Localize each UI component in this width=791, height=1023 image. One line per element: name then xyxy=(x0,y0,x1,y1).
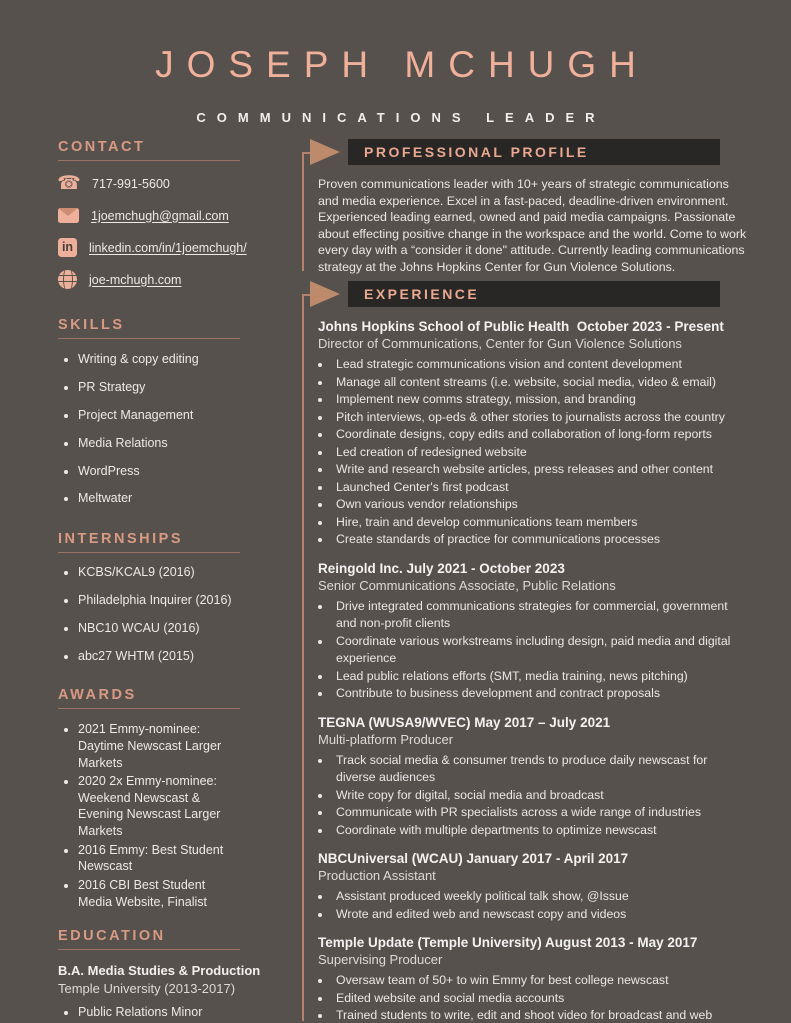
skill-item: • WordPress xyxy=(78,463,213,480)
job-bullet: • Launched Center's first podcast xyxy=(332,479,748,497)
skill-item: • Writing & copy editing xyxy=(78,351,213,368)
job-entry xyxy=(318,319,748,549)
arrow-right-icon xyxy=(310,281,340,307)
job-bullet-list xyxy=(318,888,748,923)
sidebar xyxy=(58,139,278,1019)
skills-list xyxy=(58,351,213,507)
job-bullet: • Assistant produced weekly political talk show, @Issue xyxy=(332,888,748,906)
job-bullet: • Oversaw team of 50+ to win Emmy for best college newscast xyxy=(332,972,748,990)
contact-item xyxy=(58,173,278,194)
job-role: Supervising Producer xyxy=(318,952,443,967)
contact-heading: CONTACT xyxy=(58,139,240,161)
job-bullet: • Lead strategic communications vision and content development xyxy=(332,356,748,374)
job-bullet: • Write and research website articles, press releases and other content xyxy=(332,461,748,479)
job-entry xyxy=(318,715,748,840)
main-column xyxy=(300,139,748,1023)
job-title: Reingold Inc. July 2021 - October 2023 xyxy=(318,560,565,576)
internship-item: • Philadelphia Inquirer (2016) xyxy=(78,593,278,607)
education-item: • Public Relations Minor xyxy=(78,1005,278,1019)
job-bullet: • Hire, train and develop communications team members xyxy=(332,514,748,532)
job-bullet-list xyxy=(318,598,748,703)
skills-heading: SKILLS xyxy=(58,317,240,339)
job-bullet: • Trained students to write, edit and shoot video for broadcast and web xyxy=(332,1007,748,1023)
job-bullet-list xyxy=(318,972,748,1023)
job-role: Multi-platform Producer xyxy=(318,731,454,747)
job-bullet: • Wrote and edited web and newscast copy and videos xyxy=(332,906,748,924)
experience-section-heading: EXPERIENCE xyxy=(348,281,720,307)
phone-icon xyxy=(58,174,80,193)
internships-heading: INTERNSHIPS xyxy=(58,531,240,553)
job-bullet: • Create standards of practice for communications processes xyxy=(332,531,748,549)
contact-section xyxy=(58,139,278,290)
skill-item: • Meltwater xyxy=(78,490,213,507)
internship-item: • abc27 WHTM (2015) xyxy=(78,649,278,663)
job-bullet: • Led creation of redesigned website xyxy=(332,444,748,462)
internships-section xyxy=(58,531,278,663)
job-bullet-list xyxy=(318,752,748,840)
award-item: • 2021 Emmy-nominee: Daytime Newscast Larger Markets xyxy=(78,721,236,771)
job-bullet: • Coordinate designs, copy edits and collaboration of long-form reports xyxy=(332,426,748,444)
job-bullet: • Own various vendor relationships xyxy=(332,496,748,514)
skill-item: • PR Strategy xyxy=(78,379,213,396)
education-school: Temple University (2013-2017) xyxy=(58,980,236,996)
education-degree: B.A. Media Studies & Production xyxy=(58,963,261,979)
job-bullet: • Drive integrated communications strategies for commercial, government and non-profit clients xyxy=(332,598,748,633)
contact-item xyxy=(58,269,278,290)
job-title: NBCUniversal (WCAU) January 2017 - April 2017 xyxy=(318,851,629,866)
award-item: • 2020 2x Emmy-nominee: Weekend Newscast & Evening Newscast Larger Markets xyxy=(78,773,236,840)
job-bullet: • Pitch interviews, op-eds & other stories to journalists across the country xyxy=(332,409,748,427)
job-bullet: • Coordinate with multiple departments to optimize newscast xyxy=(332,822,748,840)
education-heading: EDUCATION xyxy=(58,928,240,950)
education-section xyxy=(58,928,278,1019)
job-bullet: • Edited website and social media accounts xyxy=(332,990,748,1008)
job-role: Senior Communications Associate, Public Relations xyxy=(318,577,616,593)
job-bullet-list xyxy=(318,356,748,549)
contact-text[interactable]: 1joemchugh@gmail.com xyxy=(91,208,229,223)
globe-icon xyxy=(58,270,77,289)
job-role: Production Assistant xyxy=(318,868,436,883)
contact-item xyxy=(58,237,278,258)
awards-heading: AWARDS xyxy=(58,687,240,709)
job-bullet: • Write copy for digital, social media and broadcast xyxy=(332,787,748,805)
internship-item: • KCBS/KCAL9 (2016) xyxy=(78,565,278,579)
email-icon xyxy=(58,208,79,223)
contact-text[interactable]: linkedin.com/in/1joemchugh/ xyxy=(89,240,247,255)
skill-item: • Project Management xyxy=(78,407,213,424)
header xyxy=(0,44,791,125)
award-item: • 2016 CBI Best Student Media Website, Finalist xyxy=(78,877,236,910)
internship-item: • NBC10 WCAU (2016) xyxy=(78,621,278,635)
award-item: • 2016 Emmy: Best Student Newscast xyxy=(78,842,236,875)
job-bullet: • Communicate with PR specialists across a wide range of industries xyxy=(332,804,748,822)
contact-item xyxy=(58,205,278,226)
job-bullet: • Implement new comms strategy, mission, and branding xyxy=(332,391,748,409)
person-name: JOSEPH MCHUGH xyxy=(155,44,649,85)
internships-list xyxy=(58,565,278,663)
profile-section-heading: PROFESSIONAL PROFILE xyxy=(348,139,720,165)
contact-text[interactable]: joe-mchugh.com xyxy=(89,272,182,287)
skill-item: • Media Relations xyxy=(78,435,213,452)
job-bullet: • Lead public relations efforts (SMT, media training, news pitching) xyxy=(332,668,748,686)
experience-section xyxy=(300,281,748,1023)
linkedin-icon xyxy=(58,238,77,257)
job-title: Johns Hopkins School of Public Health October 2023 - Present xyxy=(318,319,724,334)
job-bullet: • Track social media & consumer trends to produce daily newscast for diverse audiences xyxy=(332,752,748,787)
job-bullet: • Coordinate various workstreams including design, paid media and digital experience xyxy=(332,633,748,668)
job-title: Temple Update (Temple University) August 2013 - May 2017 xyxy=(318,935,698,950)
contact-list xyxy=(58,173,278,290)
job-entry xyxy=(318,561,748,703)
job-role: Director of Communications, Center for Gun Violence Solutions xyxy=(318,336,682,351)
profile-text: Proven communications leader with 10+ years of strategic communications and media experience. Excel in a fast-paced, deadline-driven environment. Experienced leading earned, owned and paid media campaigns. Passionate about effecting positive change in the workspace and the world. Come to work every day with a “consider it done" attitude. Currently leading communications strategy at the Johns Hopkins Center for Gun Violence Solutions. xyxy=(318,177,747,274)
arrow-right-icon xyxy=(310,139,340,165)
job-entry xyxy=(318,851,748,923)
job-bullet: • Contribute to business development and contract proposals xyxy=(332,685,748,703)
awards-list xyxy=(58,721,236,910)
education-list xyxy=(58,1005,278,1019)
job-list xyxy=(300,319,748,1023)
job-bullet: • Manage all content streams (i.e. website, social media, video & email) xyxy=(332,374,748,392)
job-entry xyxy=(318,935,748,1023)
job-title: TEGNA (WUSA9/WVEC) May 2017 – July 2021 xyxy=(318,714,611,730)
person-title: COMMUNICATIONS LEADER xyxy=(196,110,606,125)
profile-section xyxy=(300,139,748,275)
contact-text: 717-991-5600 xyxy=(92,176,170,191)
awards-section xyxy=(58,687,278,910)
skills-section xyxy=(58,317,278,507)
